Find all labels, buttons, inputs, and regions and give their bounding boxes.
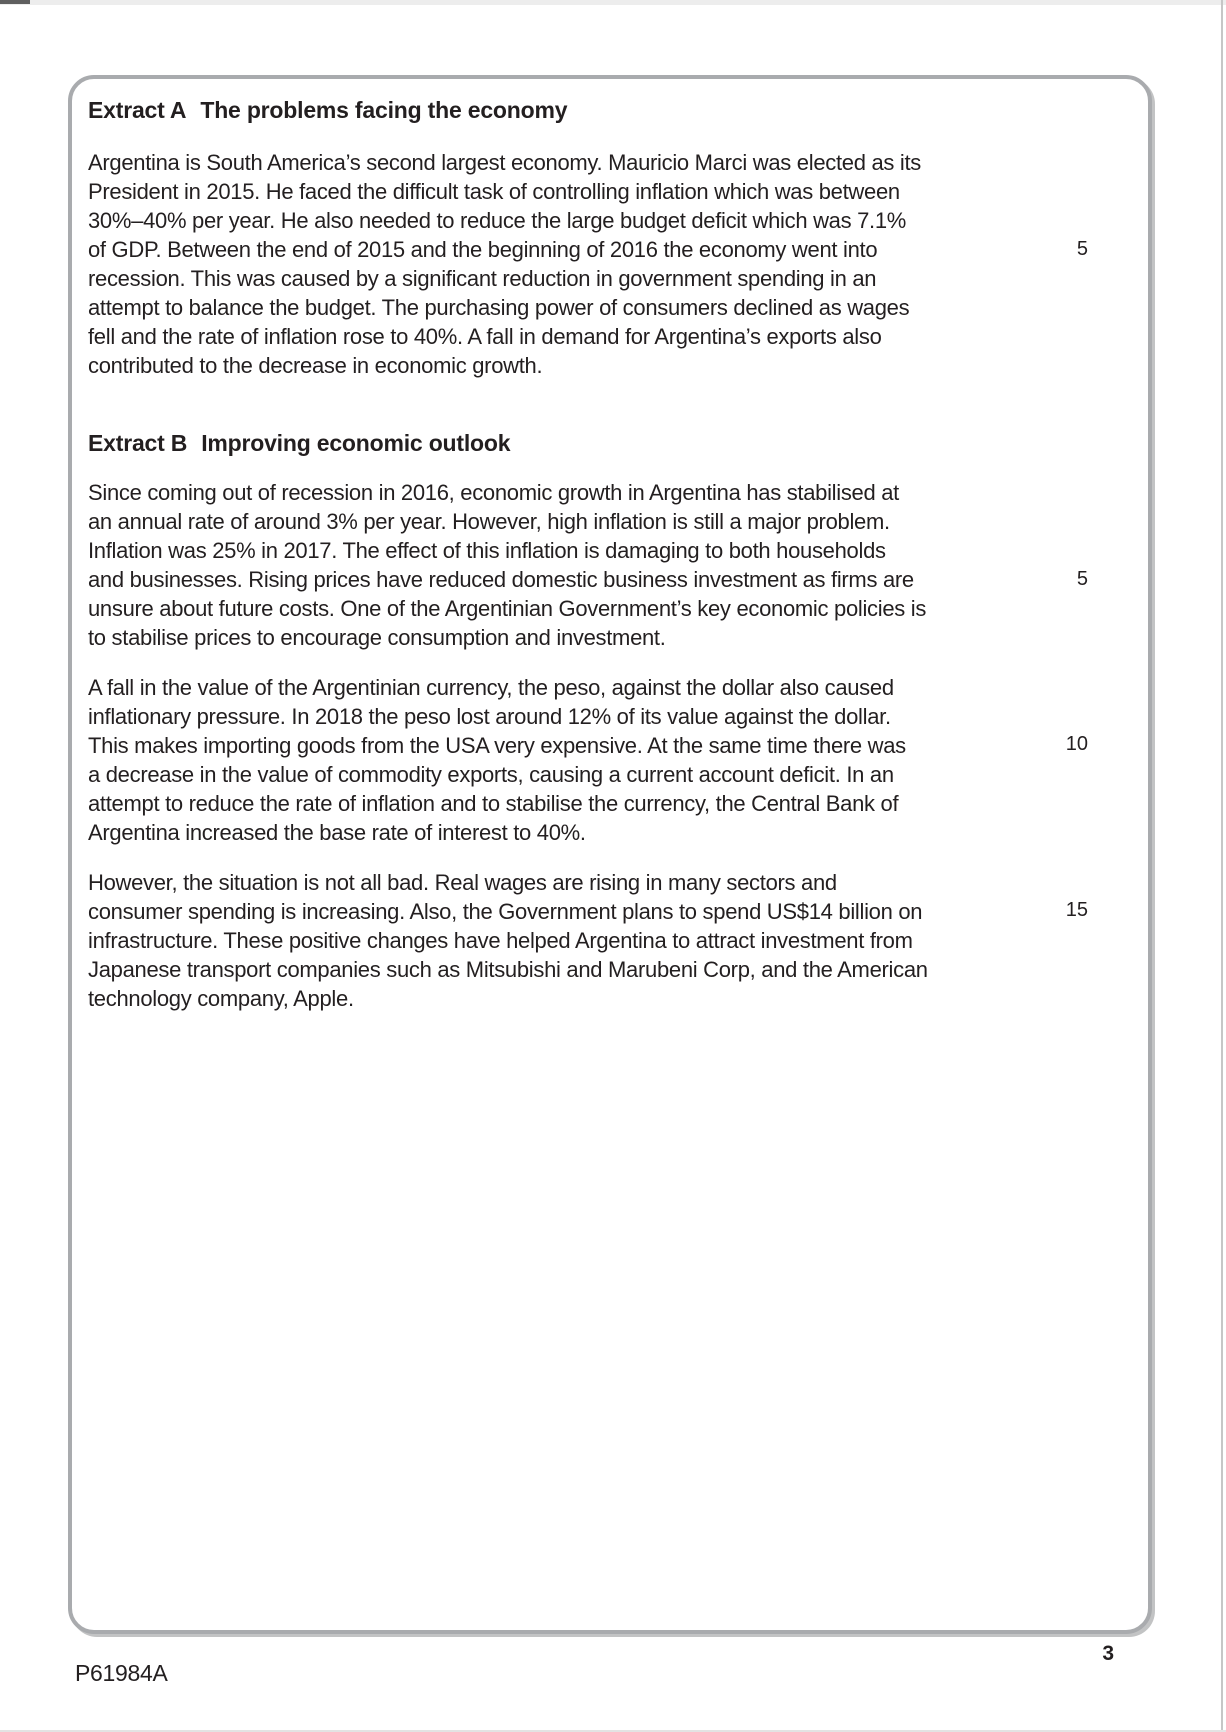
- page-top-edge: [0, 0, 1226, 5]
- extract-a-paragraph: [88, 148, 1028, 380]
- extract-a-title: The problems facing the economy: [200, 97, 568, 123]
- extracts-container: [68, 75, 1152, 1634]
- text-line: recession. This was caused by a significant reduction in government spending in an: [88, 266, 877, 291]
- text-line: unsure about future costs. One of the Argentinian Government’s key economic policies is: [88, 596, 927, 621]
- text-line: Japanese transport companies such as Mitsubishi and Marubeni Corp, and the American: [88, 957, 928, 982]
- extract-b-label: Extract B: [88, 430, 188, 456]
- text-line: attempt to reduce the rate of inflation and to stabilise the currency, the Central Bank of: [88, 791, 899, 816]
- paper-reference-code: P61984A: [75, 1660, 168, 1686]
- extract-b-paragraph-1: [88, 478, 1028, 652]
- text-line: to stabilise prices to encourage consumption and investment.: [88, 625, 666, 650]
- text-line: However, the situation is not all bad. Real wages are rising in many sectors and: [88, 870, 837, 895]
- line-number-marker: 5: [1076, 238, 1088, 260]
- extract-a-heading: [88, 95, 1148, 125]
- extract-b-paragraph-3: [88, 868, 1028, 1013]
- text-line: President in 2015. He faced the difficult task of controlling inflation which was between: [88, 179, 900, 204]
- text-line: Since coming out of recession in 2016, economic growth in Argentina has stabilised at: [88, 480, 899, 505]
- text-line: Inflation was 25% in 2017. The effect of this inflation is damaging to both households: [88, 538, 886, 563]
- text-line: infrastructure. These positive changes have helped Argentina to attract investment from: [88, 928, 913, 953]
- text-line: fell and the rate of inflation rose to 40%. A fall in demand for Argentina’s exports also: [88, 324, 882, 349]
- text-line: 30%–40% per year. He also needed to reduce the large budget deficit which was 7.1%: [88, 208, 907, 233]
- text-line: A fall in the value of the Argentinian currency, the peso, against the dollar also caused: [88, 675, 894, 700]
- text-line: an annual rate of around 3% per year. However, high inflation is still a major problem.: [88, 509, 890, 534]
- extract-b-paragraph-2: [88, 673, 1028, 847]
- text-line: This makes importing goods from the USA very expensive. At the same time there was: [88, 733, 906, 758]
- line-number-marker: 10: [1065, 733, 1088, 755]
- text-line: and businesses. Rising prices have reduced domestic business investment as firms are: [88, 567, 914, 592]
- text-line: Argentina increased the base rate of interest to 40%.: [88, 820, 586, 845]
- text-line: contributed to the decrease in economic growth.: [88, 353, 543, 378]
- page-right-edge: [1221, 0, 1223, 1732]
- text-line: of GDP. Between the end of 2015 and the beginning of 2016 the economy went into: [88, 237, 878, 262]
- text-line: Argentina is South America’s second largest economy. Mauricio Marci was elected as its: [88, 150, 921, 175]
- text-line: a decrease in the value of commodity exports, causing a current account deficit. In an: [88, 762, 894, 787]
- text-line: inflationary pressure. In 2018 the peso lost around 12% of its value against the dollar.: [88, 704, 891, 729]
- text-line: attempt to balance the budget. The purchasing power of consumers declined as wages: [88, 295, 910, 320]
- extract-a-label: Extract A: [88, 97, 187, 123]
- page-top-edge-dark-segment: [0, 0, 30, 4]
- line-number-marker: 5: [1076, 568, 1088, 590]
- extract-b-title: Improving economic outlook: [201, 430, 511, 456]
- text-line: consumer spending is increasing. Also, the Government plans to spend US$14 billion on: [88, 899, 923, 924]
- text-line: technology company, Apple.: [88, 986, 354, 1011]
- page-number: 3: [1102, 1642, 1114, 1665]
- line-number-marker: 15: [1065, 899, 1088, 921]
- extract-b-heading: [88, 428, 1148, 458]
